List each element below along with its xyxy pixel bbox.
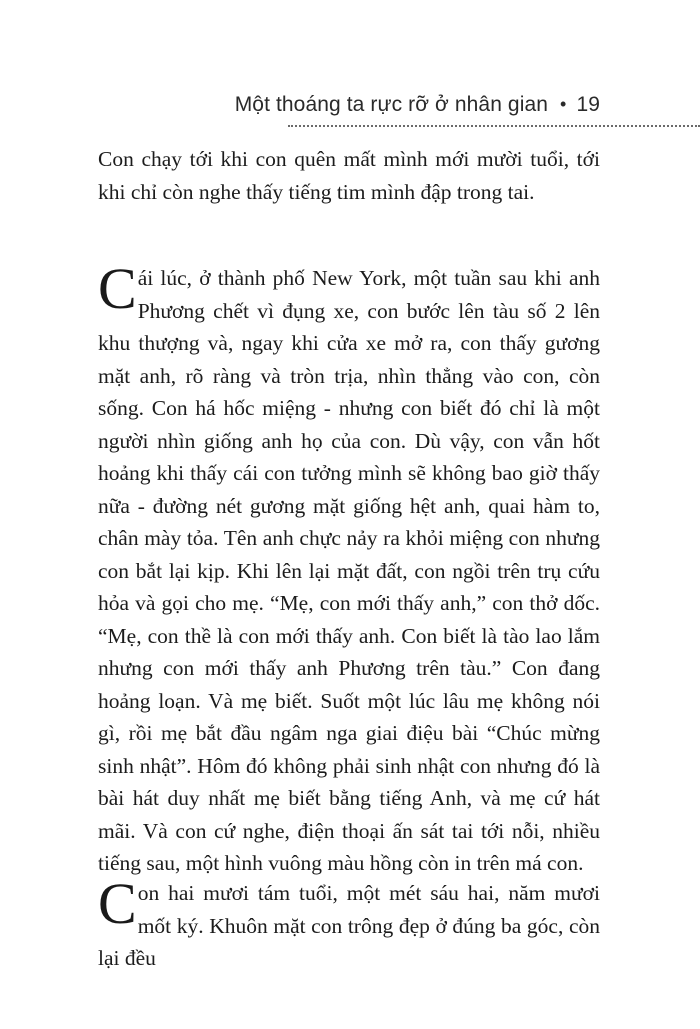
book-title: Một thoáng ta rực rỡ ở nhân gian	[234, 93, 549, 116]
paragraph-3	[98, 871, 600, 975]
paragraph-text: on hai mươi tám tuổi, một mét sáu hai, năm mươi mốt ký. Khuôn mặt con trông đẹp ở đúng ba góc, còn lại đều	[98, 881, 600, 970]
drop-cap: C	[98, 256, 137, 321]
paragraph-1	[98, 143, 600, 208]
paragraph-text: Con chạy tới khi con quên mất mình mới mười tuổi, tới khi chỉ còn nghe thấy tiếng tim mình đập trong tai.	[98, 147, 600, 204]
paragraph-text: ái lúc, ở thành phố New York, một tuần sau khi anh Phương chết vì đụng xe, con bước lên tàu số 2 lên khu thượng và, ngay khi cửa xe mở ra, con thấy gương mặt anh, rõ ràng và tròn trịa, nhìn thẳng vào con, còn sống. Con há hốc miệng - nhưng con biết đó chỉ là một người nhìn giống anh họ của con. Dù vậy, con vẫn hốt hoảng khi thấy cái con tưởng mình sẽ không bao giờ thấy nữa - đường nét gương mặt giống hệt anh, quai hàm to, chân mày tỏa. Tên anh chực nảy ra khỏi miệng con nhưng con bắt lại kịp. Khi lên lại mặt đất, con ngồi trên trụ cứu hỏa và gọi cho mẹ. “Mẹ, con mới thấy anh,” con thở dốc. “Mẹ, con thề là con mới thấy anh. Con biết là tào lao lắm nhưng con mới thấy anh Phương trên tàu.” Con đang hoảng loạn. Và mẹ biết. Suốt một lúc lâu mẹ không nói gì, rồi mẹ bắt đầu ngâm nga giai điệu bài “Chúc mừng sinh nhật”. Hôm đó không phải sinh nhật con nhưng đó là bài hát duy nhất mẹ biết bằng tiếng Anh, và mẹ cứ hát mãi. Và con cứ nghe, điện thoại ấn sát tai tới nỗi, nhiều tiếng sau, một hình vuông màu hồng còn in trên má con.	[98, 266, 600, 875]
paragraph-2	[98, 256, 600, 880]
page-number: 19	[576, 93, 600, 116]
header-separator: •	[560, 94, 567, 114]
drop-cap: C	[98, 871, 137, 936]
header-dotted-rule	[288, 125, 700, 127]
running-header	[235, 93, 600, 117]
